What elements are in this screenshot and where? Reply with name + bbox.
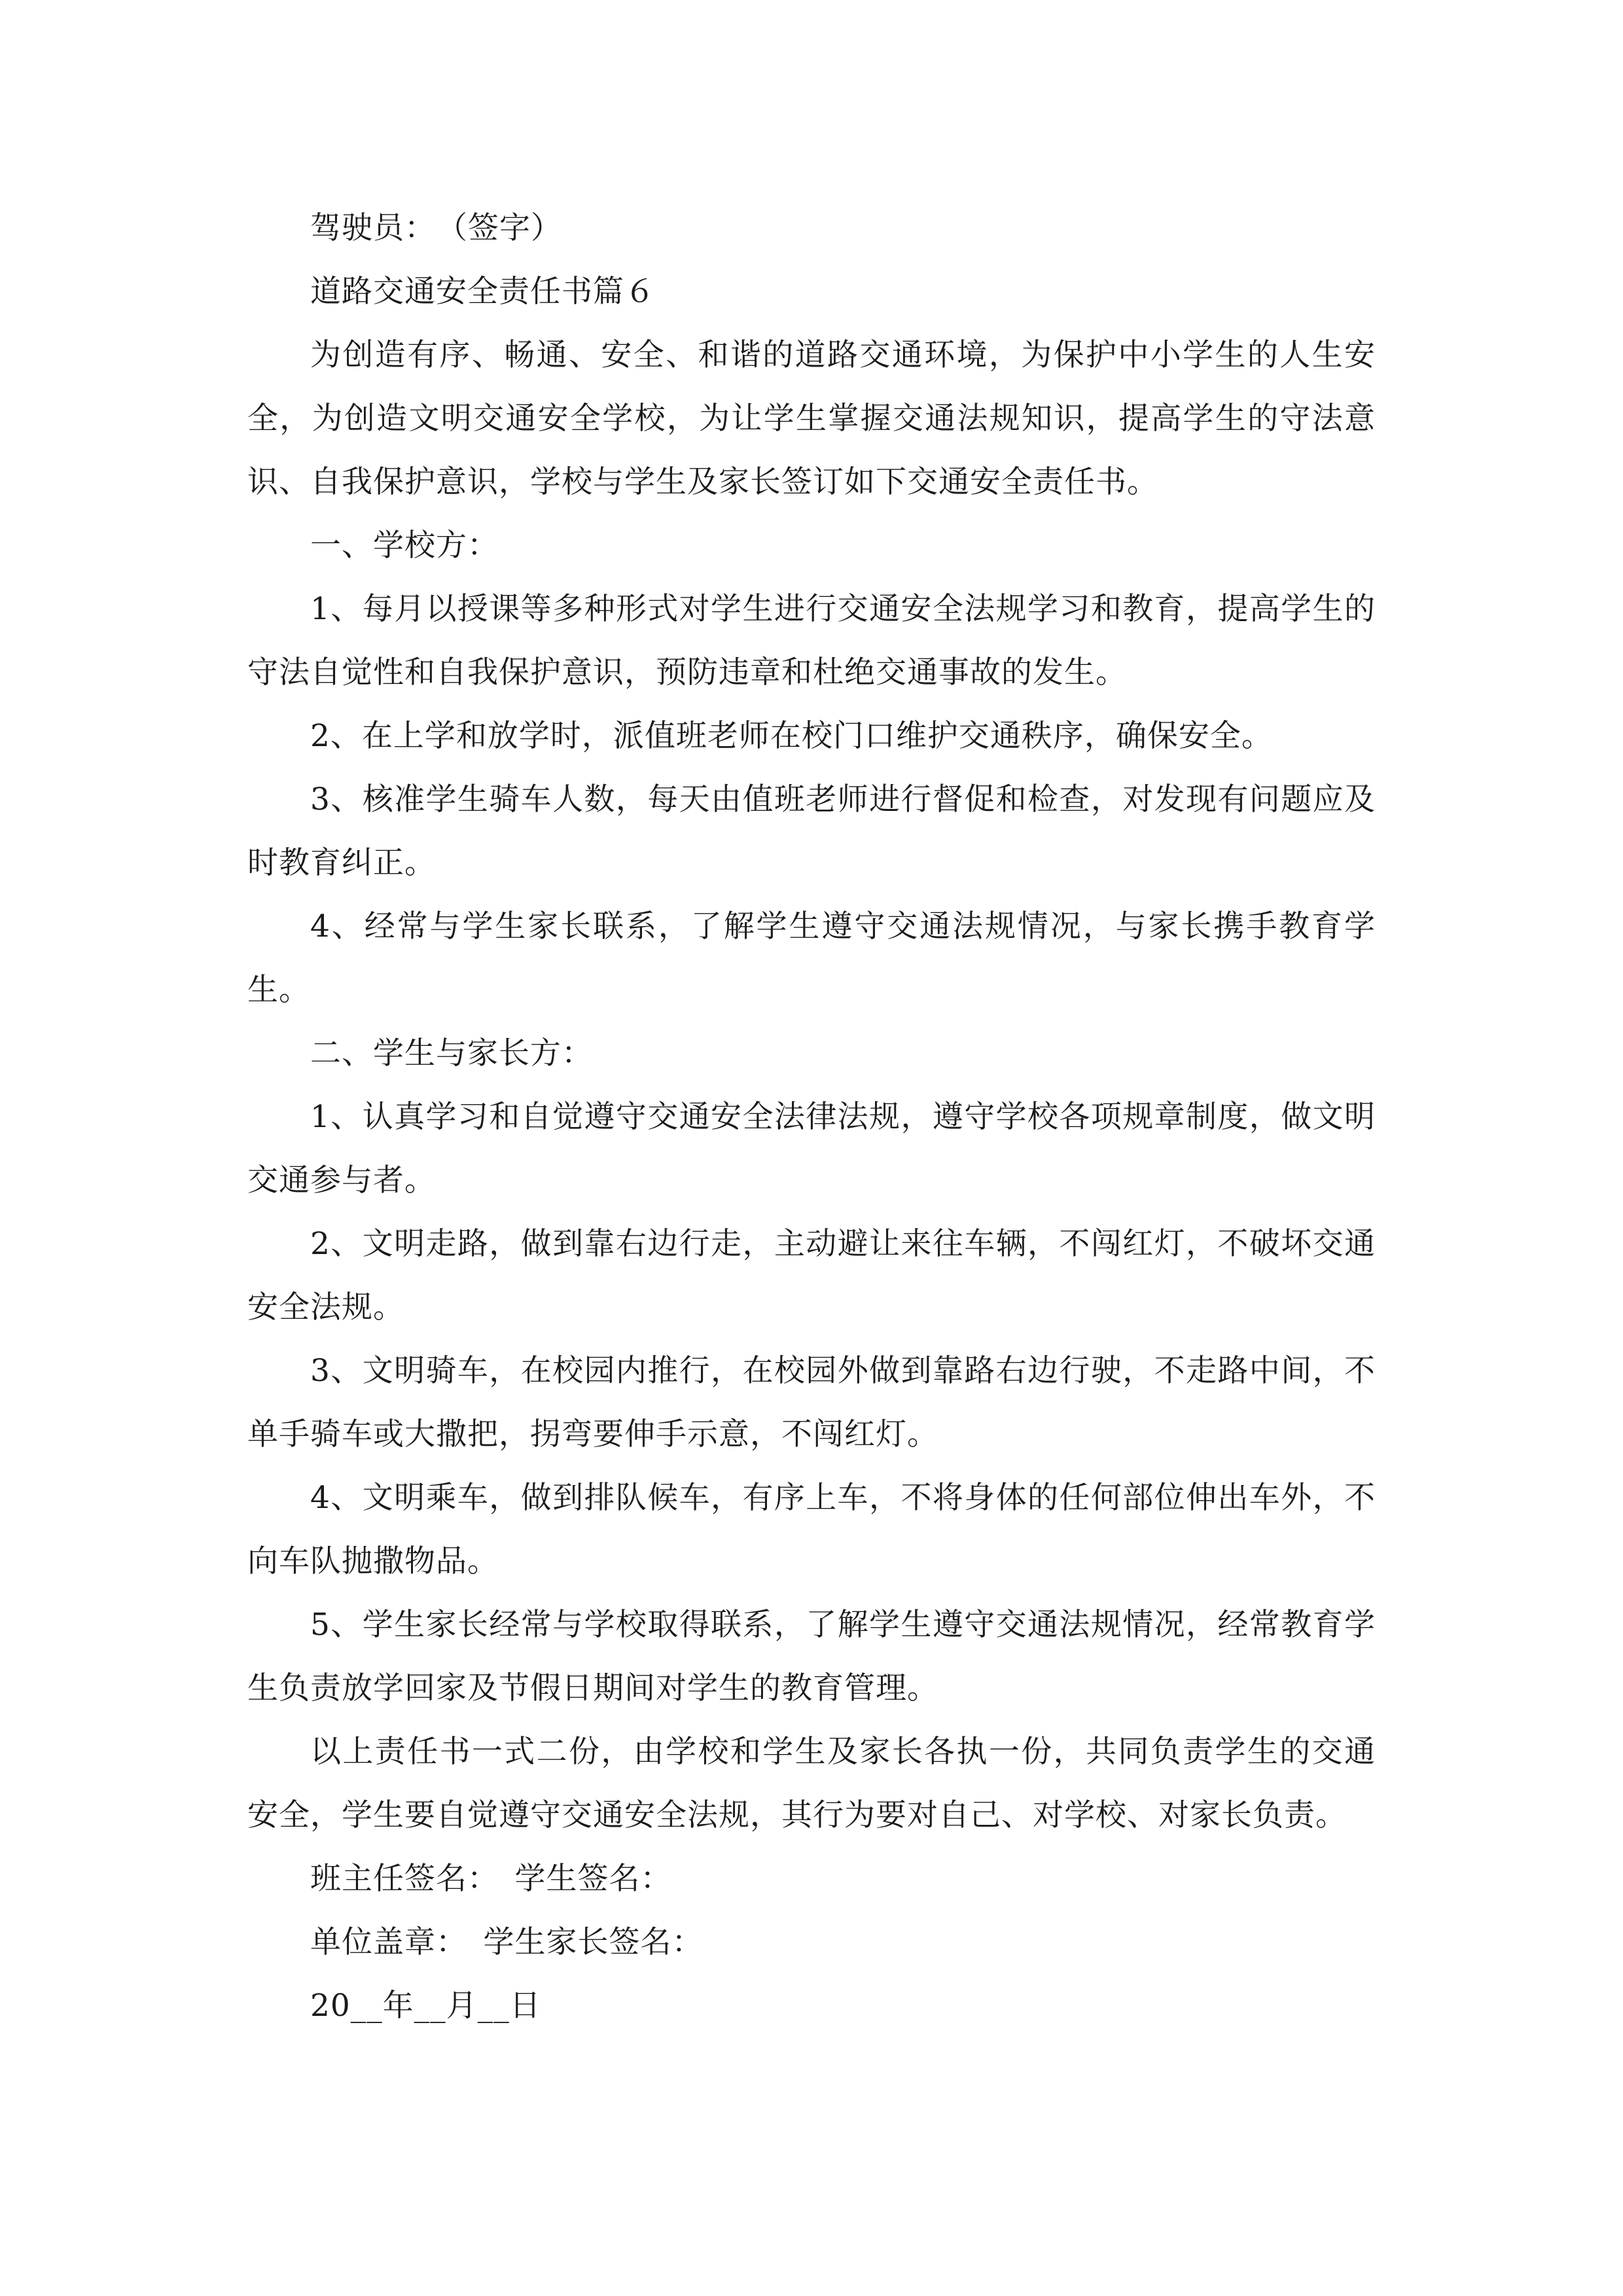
student-parent-heading: 二、学生与家长方：	[310, 1035, 593, 1071]
intro-paragraph: 为创造有序、畅通、安全、和谐的道路交通环境，为保护中小学生的人生安全，为创造文明交通安全学校，为让学生掌握交通法规知识，提高学生的守法意识、自我保护意识，学校与学生及家长签订如下交通安全责任书。	[247, 337, 1376, 500]
date-line: 20__年__月__日	[310, 1988, 541, 2024]
school-heading: 一、学校方：	[310, 528, 499, 564]
teacher-student-signature-line: 班主任签名： 学生签名：	[310, 1861, 672, 1897]
closing-paragraph: 以上责任书一式二份，由学校和学生及家长各执一份，共同负责学生的交通安全，学生要自觉遵守交通安全法规，其行为要对自己、对学校、对家长负责。	[247, 1734, 1376, 1833]
student-item-3: 3、文明骑车，在校园内推行，在校园外做到靠路右边行驶，不走路中间，不单手骑车或大撒把，拐弯要伸手示意，不闯红灯。	[247, 1353, 1376, 1452]
school-item-3: 3、核准学生骑车人数，每天由值班老师进行督促和检查，对发现有问题应及时教育纠正。	[247, 781, 1376, 881]
student-item-1: 1、认真学习和自觉遵守交通安全法律法规，遵守学校各项规章制度，做文明交通参与者。	[247, 1099, 1376, 1198]
section-title: 道路交通安全责任书篇６	[310, 274, 656, 310]
driver-signature-line: 驾驶员： （签字）	[310, 210, 562, 246]
seal-parent-signature-line: 单位盖章： 学生家长签名：	[310, 1924, 704, 1960]
school-item-2: 2、在上学和放学时，派值班老师在校门口维护交通秩序，确保安全。	[310, 718, 1273, 754]
student-item-2: 2、文明走路，做到靠右边行走，主动避让来往车辆，不闯红灯，不破坏交通安全法规。	[247, 1226, 1376, 1325]
document-body	[247, 196, 1376, 2037]
student-item-4: 4、文明乘车，做到排队候车，有序上车，不将身体的任何部位伸出车外，不向车队抛撒物品。	[247, 1480, 1376, 1579]
school-item-1: 1、每月以授课等多种形式对学生进行交通安全法规学习和教育，提高学生的守法自觉性和自我保护意识，预防违章和杜绝交通事故的发生。	[247, 591, 1376, 691]
school-item-4: 4、经常与学生家长联系，了解学生遵守交通法规情况，与家长携手教育学生。	[247, 908, 1376, 1008]
student-item-5: 5、学生家长经常与学校取得联系，了解学生遵守交通法规情况，经常教育学生负责放学回家及节假日期间对学生的教育管理。	[247, 1607, 1376, 1706]
